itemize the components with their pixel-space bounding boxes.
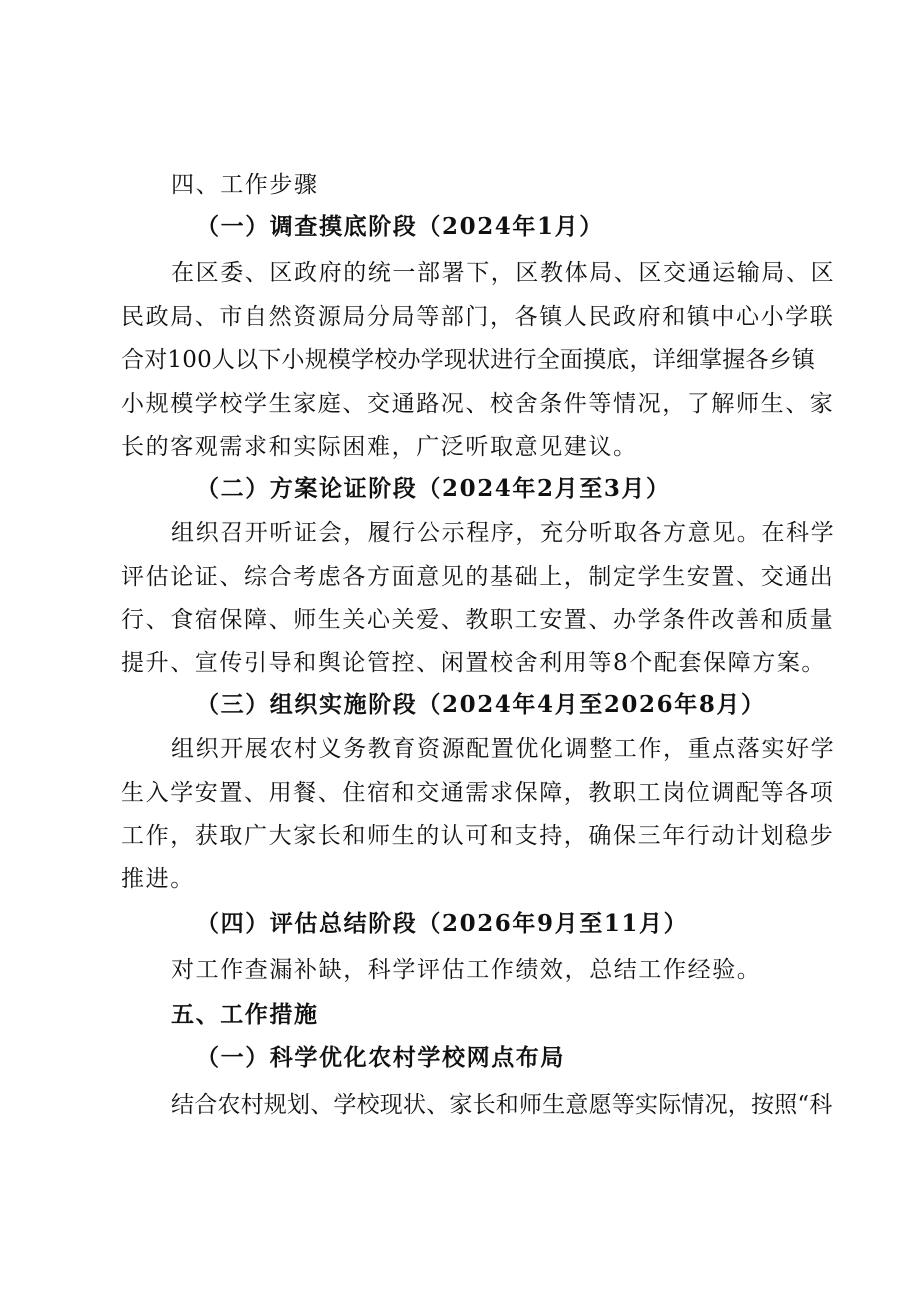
paragraph-line: 结合农村规划、学校现状、家长和师生意愿等实际情况，按照“科 bbox=[171, 1092, 833, 1118]
paragraph-line: 对工作查漏补缺，科学评估工作绩效，总结工作经验。 bbox=[171, 957, 762, 983]
subheading-optimize-school-layout: （一）科学优化农村学校网点布局 bbox=[196, 1044, 565, 1071]
subheading-evaluation-stage: （四）评估总结阶段（2026年9月至11月） bbox=[196, 910, 689, 937]
section-heading-work-steps: 四、工作步骤 bbox=[171, 172, 319, 198]
paragraph-line: 推进。 bbox=[121, 866, 195, 892]
subheading-plan-demonstration-stage: （二）方案论证阶段（2024年2月至3月） bbox=[196, 475, 671, 502]
section-heading-work-measures: 五、工作措施 bbox=[171, 1001, 319, 1028]
paragraph-line: 民政局、市自然资源局分局等部门，各镇人民政府和镇中心小学联 bbox=[121, 304, 835, 330]
paragraph-line: 提升、宣传引导和舆论管控、闲置校舍利用等8个配套保障方案。 bbox=[121, 650, 827, 676]
paragraph-line: 行、食宿保障、师生关心关爱、教职工安置、办学条件改善和质量 bbox=[121, 607, 835, 633]
paragraph-line: 长的客观需求和实际困难，广泛听取意见建议。 bbox=[121, 434, 638, 460]
paragraph-line: 在区委、区政府的统一部署下，区教体局、区交通运输局、区 bbox=[171, 260, 836, 286]
subheading-implementation-stage: （三）组织实施阶段（2024年4月至2026年8月） bbox=[196, 691, 766, 718]
paragraph-line: 评估论证、综合考虑各方面意见的基础上，制定学生安置、交通出 bbox=[121, 564, 835, 590]
paragraph-line: 组织开展农村义务教育资源配置优化调整工作，重点落实好学 bbox=[171, 736, 836, 762]
paragraph-line: 工作，获取广大家长和师生的认可和支持，确保三年行动计划稳步 bbox=[121, 823, 835, 849]
paragraph-line: 小规模学校学生家庭、交通路况、校舍条件等情况，了解师生、家 bbox=[121, 391, 835, 417]
subheading-survey-stage: （一）调查摸底阶段（2024年1月） bbox=[196, 213, 604, 240]
paragraph-line: 组织召开听证会，履行公示程序，充分听取各方意见。在科学 bbox=[171, 520, 836, 546]
paragraph-line: 生入学安置、用餐、住宿和交通需求保障，教职工岗位调配等各项 bbox=[121, 780, 835, 806]
paragraph-line: 合对100人以下小规模学校办学现状进行全面摸底，详细掌握各乡镇 bbox=[121, 347, 816, 373]
